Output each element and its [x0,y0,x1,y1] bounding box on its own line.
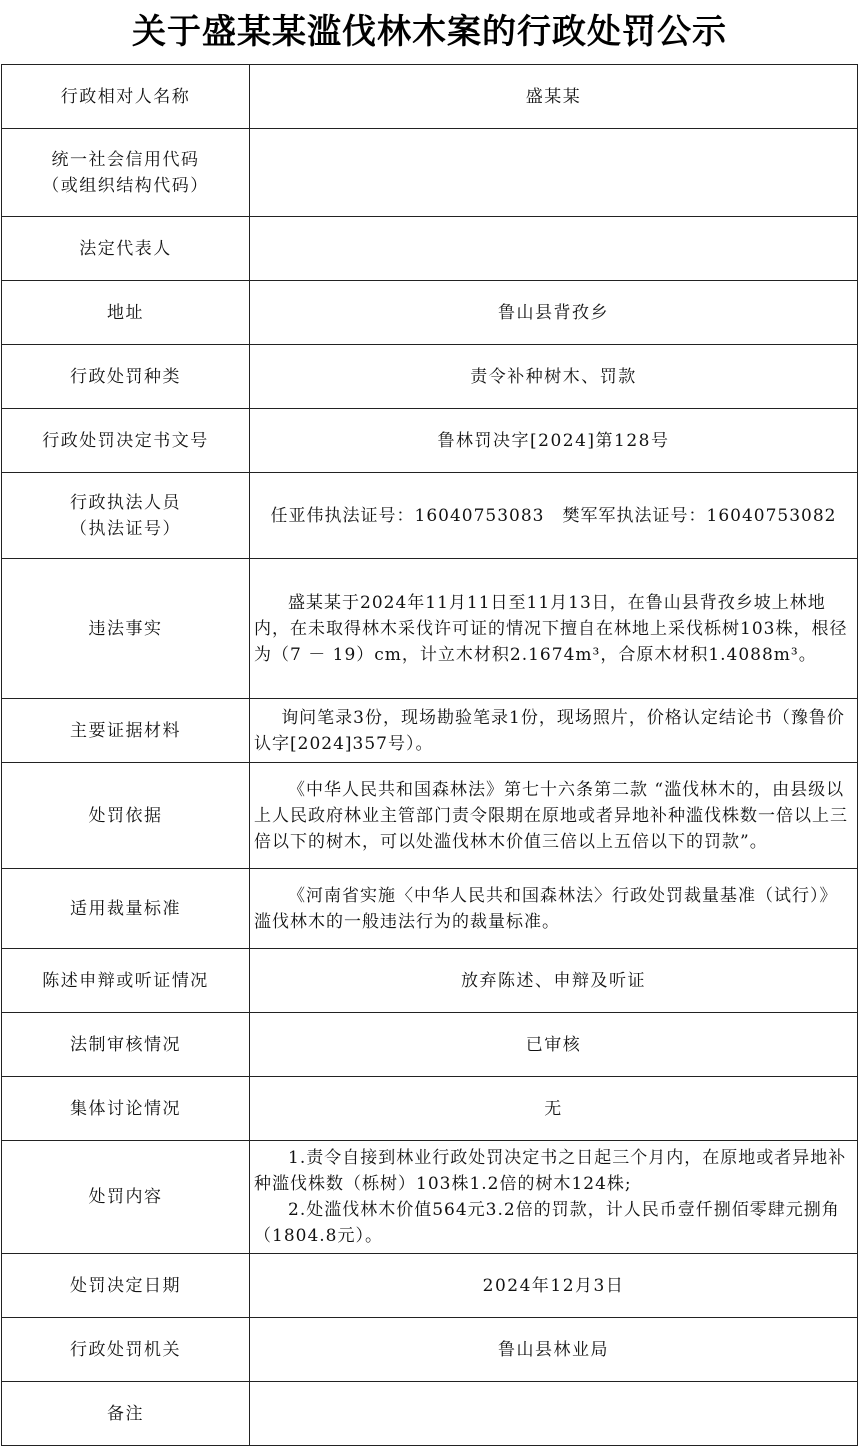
row-label-facts: 违法事实 [2,559,250,699]
officer-1: 任亚伟执法证号：16040753083 [270,505,545,526]
basis-text: 《中华人民共和国森林法》第七十六条第二款 “滥伐林木的，由县级以上人民政府林业主管部门责令限期在原地或者异地补种滥伐株数一倍以上三倍以下的树木，可以处滥伐林木价值三倍以上五倍以下的罚款”。 [254,779,848,852]
row-value-credit-code [250,129,858,217]
row-value-legal-review: 已审核 [250,1013,858,1077]
row-label-decision-no: 行政处罚决定书文号 [2,409,250,473]
table-row [2,699,858,763]
table-row [2,345,858,409]
table-row [2,559,858,699]
row-label-decision-date: 处罚决定日期 [2,1254,250,1318]
facts-text: 盛某某于2024年11月11日至11月13日，在鲁山县背孜乡坡上林地内，在未取得林木采伐许可证的情况下擅自在林地上采伐栎树103株，根径为（7 － 19）cm，计立木材积2.1674m³，合原木材积1.4088m³。 [254,592,848,665]
row-value-decision-date: 2024年12月3日 [250,1254,858,1318]
table-row [2,869,858,949]
row-value-authority: 鲁山县林业局 [250,1318,858,1382]
row-value-statement: 放弃陈述、申辩及听证 [250,949,858,1013]
table-row [2,65,858,129]
row-label-basis: 处罚依据 [2,763,250,869]
row-label-remarks: 备注 [2,1382,250,1446]
content-item-2: 2.处滥伐林木价值564元3.2倍的罚款，计人民币壹仟捌佰零肆元捌角（1804.8元）。 [254,1200,840,1246]
table-row [2,1318,858,1382]
notice-table [1,64,858,1446]
row-label-content: 处罚内容 [2,1141,250,1254]
standard-text: 《河南省实施〈中华人民共和国森林法〉行政处罚裁量基准（试行）》滥伐林木的一般违法行为的裁量标准。 [254,885,838,932]
row-label-statement: 陈述申辩或听证情况 [2,949,250,1013]
row-label-standard: 适用裁量标准 [2,869,250,949]
table-row [2,473,858,559]
credit-code-label-line1: 统一社会信用代码 [51,149,200,170]
officer-2: 樊军军执法证号：16040753082 [562,505,837,526]
table-row [2,1382,858,1446]
table-row [2,949,858,1013]
row-value-party-name: 盛某某 [250,65,858,129]
content-item-1: 1.责令自接到林业行政处罚决定书之日起三个月内，在原地或者异地补种滥伐株数（栎树）103株1.2倍的树木124株; [254,1148,847,1194]
row-label-address: 地址 [2,281,250,345]
officers-label-line2: （执法证号） [70,518,181,539]
row-value-content [250,1141,858,1254]
table-row [2,281,858,345]
table-row [2,217,858,281]
page-title: 关于盛某某滥伐林木案的行政处罚公示 [132,12,727,52]
credit-code-label-line2: （或组织结构代码） [42,175,209,196]
row-value-penalty-type: 责令补种树木、罚款 [250,345,858,409]
table-row [2,129,858,217]
row-value-group-discussion: 无 [250,1077,858,1141]
row-label-officers [2,473,250,559]
row-value-decision-no: 鲁林罚决字[2024]第128号 [250,409,858,473]
row-label-group-discussion: 集体讨论情况 [2,1077,250,1141]
officers-label-line1: 行政执法人员 [70,492,181,513]
row-value-standard [250,869,858,949]
row-value-evidence [250,699,858,763]
row-label-legal-rep: 法定代表人 [2,217,250,281]
row-value-officers [250,473,858,559]
table-row [2,1013,858,1077]
table-row [2,1077,858,1141]
row-value-legal-rep [250,217,858,281]
table-row [2,409,858,473]
row-label-credit-code [2,129,250,217]
row-value-basis [250,763,858,869]
table-row [2,763,858,869]
row-label-party-name: 行政相对人名称 [2,65,250,129]
row-label-evidence: 主要证据材料 [2,699,250,763]
row-label-authority: 行政处罚机关 [2,1318,250,1382]
row-value-facts [250,559,858,699]
row-value-remarks [250,1382,858,1446]
row-value-address: 鲁山县背孜乡 [250,281,858,345]
row-label-legal-review: 法制审核情况 [2,1013,250,1077]
table-row [2,1141,858,1254]
evidence-text: 询问笔录3份，现场勘验笔录1份，现场照片，价格认定结论书（豫鲁价认字[2024]357号）。 [254,707,845,754]
row-label-penalty-type: 行政处罚种类 [2,345,250,409]
table-row [2,1254,858,1318]
